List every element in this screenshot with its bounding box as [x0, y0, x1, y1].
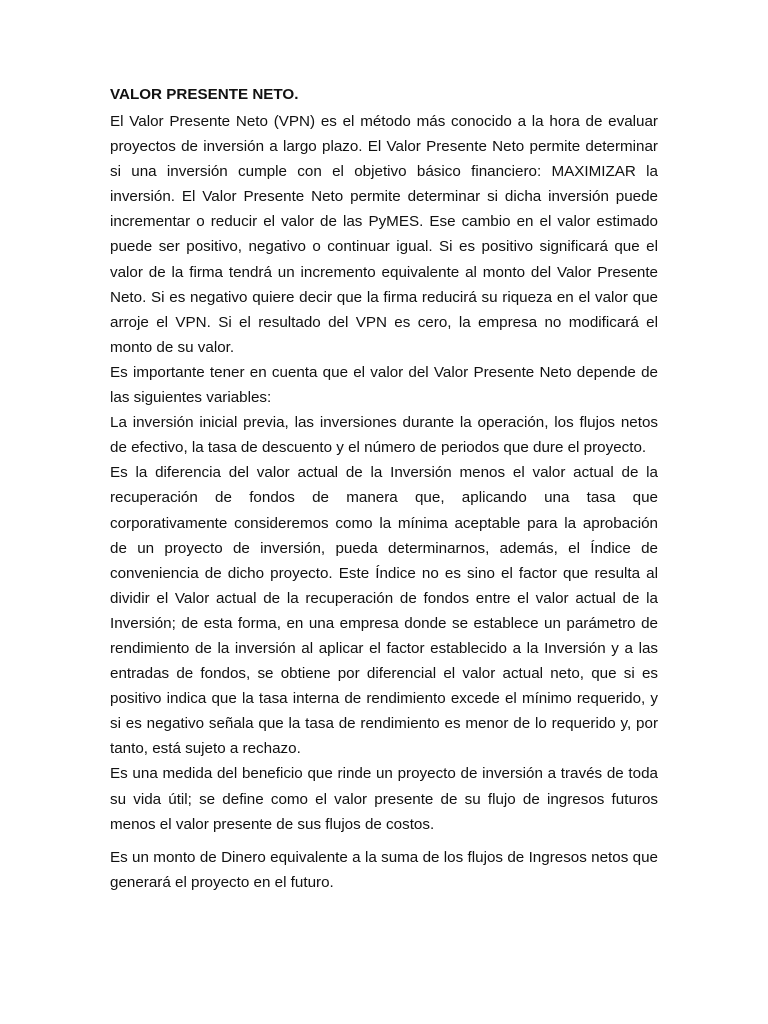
paragraph-difference-definition: Es la diferencia del valor actual de la Inversión menos el valor actual de la recuperación de fondos de manera que, aplicando una tasa que corporativamente consideremos como la mínima aceptable para la aprobación de un proyecto de inversión, pueda determinarnos, además, el Índice de conveniencia de dicho proyecto. Este Índice no es sino el factor que resulta al dividir el Valor actual de la recuperación de fondos entre el valor actual de la Inversión; de esta forma, en una empresa donde se establece un parámetro de rendimiento de la inversión al aplicar el factor establecido a la Inversión y a las entradas de fondos, se obtiene por diferencial el valor actual neto, que si es positivo indica que la tasa interna de rendimiento excede el mínimo requerido, y si es negativo señala que la tasa de rendimiento es menor de lo requerido y, por tanto, está sujeto a rechazo. — [110, 464, 658, 758]
paragraph-benefit-measure: Es una medida del beneficio que rinde un proyecto de inversión a través de toda su vida útil; se define como el valor presente de su flujo de ingresos futuros menos el valor presente de sus flujos de costos. — [110, 765, 658, 833]
paragraph-vpn-definition: El Valor Presente Neto (VPN) es el método más conocido a la hora de evaluar proyectos de inversión a largo plazo. El Valor Presente Neto permite determinar si una inversión cumple con el objetivo básico financiero: MAXIMIZAR la inversión. El Valor Presente Neto permite determinar si dicha inversión puede incrementar o reducir el valor de las PyMES. Ese cambio en el valor estimado puede ser positivo, negativo o continuar igual. Si es positivo significará que el valor de la firma tendrá un incremento equivalente al monto del Valor Presente Neto. Si es negativo quiere decir que la firma reducirá su riqueza en el valor que arroje el VPN. Si el resultado del VPN es cero, la empresa no modificará el monto de su valor. — [110, 113, 658, 356]
paragraph-variables-list: La inversión inicial previa, las inversiones durante la operación, los flujos netos de efectivo, la tasa de descuento y el número de periodos que dure el proyecto. — [110, 414, 658, 457]
paragraph-money-amount: Es un monto de Dinero equivalente a la suma de los flujos de Ingresos netos que generará el proyecto en el futuro. — [110, 848, 658, 891]
document-title: VALOR PRESENTE NETO. — [110, 86, 299, 103]
paragraph-variables-intro: Es importante tener en cuenta que el valor del Valor Presente Neto depende de las siguientes variables: — [110, 363, 658, 407]
document-page — [110, 84, 658, 895]
